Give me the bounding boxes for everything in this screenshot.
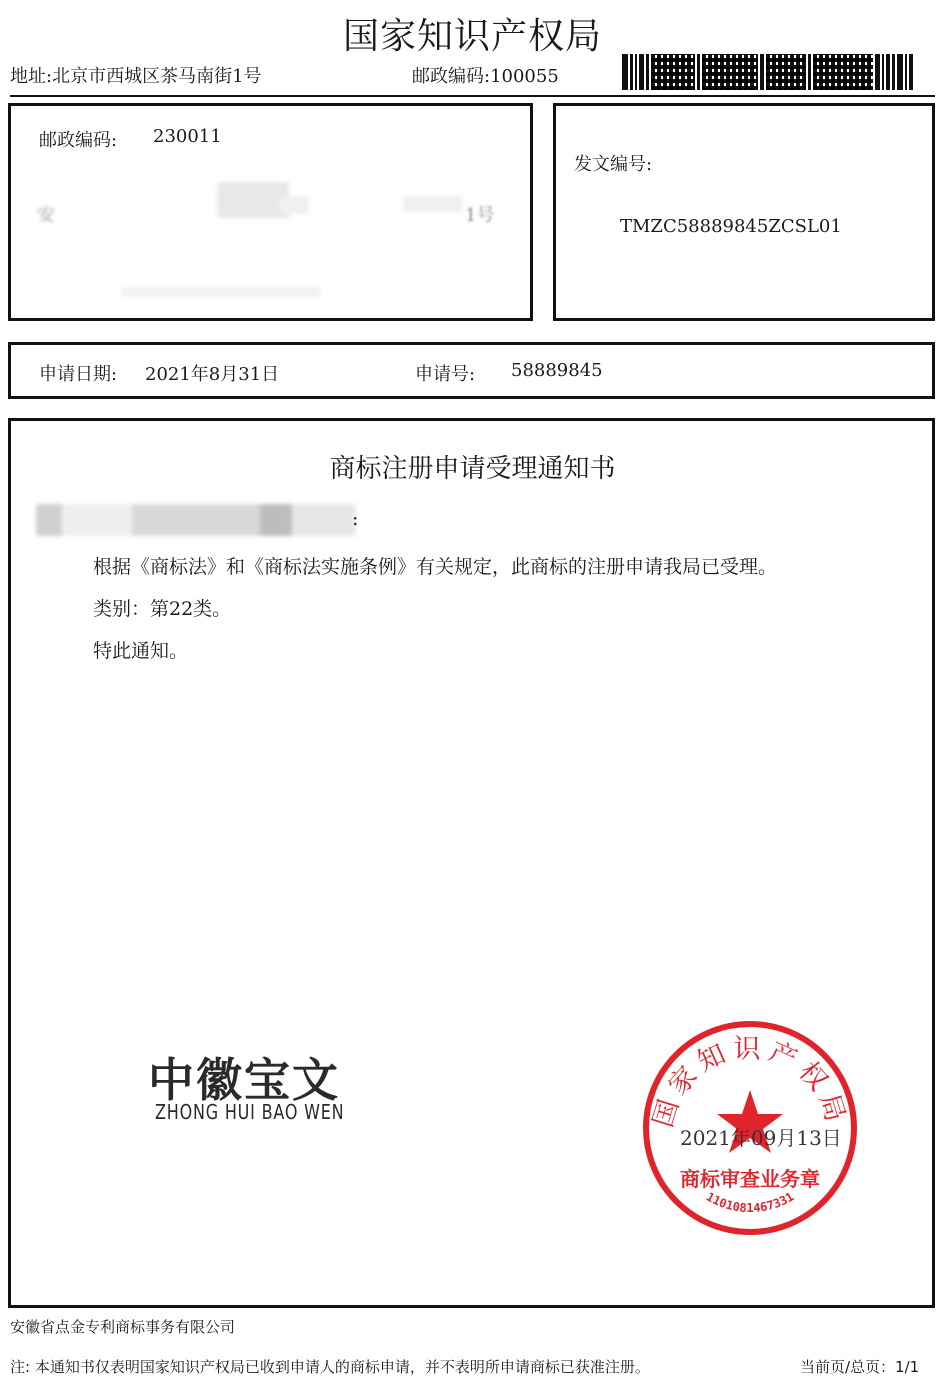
seal-serial: 1101081467331 bbox=[703, 1189, 797, 1216]
seal-top-text: 国家知识产权局 bbox=[647, 1034, 853, 1131]
recipient-box bbox=[8, 103, 533, 321]
seal-bottom-text: 商标审查业务章 bbox=[680, 1167, 820, 1191]
redacted-address bbox=[403, 196, 463, 212]
recipient-postcode-value: 230011 bbox=[153, 126, 222, 147]
recipient-address-start: 安 bbox=[37, 205, 55, 226]
addressee-colon: : bbox=[352, 508, 359, 530]
office-address: 地址:北京市西城区茶马南街1号 bbox=[10, 66, 262, 87]
agency-logo-en: ZHONG HUI BAO WEN bbox=[155, 1100, 345, 1124]
redacted-address bbox=[279, 196, 309, 214]
doc-number-box bbox=[553, 103, 935, 321]
barcode bbox=[622, 54, 930, 90]
notice-closing: 特此通知。 bbox=[93, 640, 189, 662]
application-number-value: 58889845 bbox=[511, 360, 603, 381]
agency-name: 安徽省点金专利商标事务有限公司 bbox=[10, 1318, 236, 1336]
issue-date: 2021年09月13日 bbox=[680, 1126, 842, 1150]
application-date-value: 2021年8月31日 bbox=[145, 364, 280, 385]
application-number-label: 申请号: bbox=[415, 364, 476, 385]
notice-body: 根据《商标法》和《商标法实施条例》有关规定，此商标的注册申请我局已受理。 bbox=[93, 556, 778, 578]
notice-category: 类别：第22类。 bbox=[93, 598, 232, 620]
redacted-name bbox=[121, 286, 321, 298]
application-box bbox=[8, 342, 935, 399]
header-rule bbox=[10, 95, 935, 97]
recipient-address-end: 1号 bbox=[465, 205, 495, 226]
application-date-label: 申请日期: bbox=[39, 364, 118, 385]
agency-logo-cn: 中徽宝文 bbox=[148, 1053, 340, 1107]
footer-note: 注: 本通知书仅表明国家知识产权局已收到申请人的商标申请，并不表明所申请商标已获准注册。 bbox=[10, 1358, 650, 1376]
office-title: 国家知识产权局 bbox=[342, 16, 602, 57]
recipient-postcode-label: 邮政编码: bbox=[39, 130, 118, 151]
office-postcode: 邮政编码:100055 bbox=[412, 66, 559, 87]
doc-number-label: 发文编号: bbox=[574, 154, 653, 175]
doc-number-value: TMZC58889845ZCSL01 bbox=[620, 216, 842, 237]
page-indicator: 当前页/总页：1/1 bbox=[800, 1358, 920, 1376]
redacted-addressee bbox=[36, 504, 359, 536]
notice-title: 商标注册申请受理通知书 bbox=[329, 454, 616, 484]
